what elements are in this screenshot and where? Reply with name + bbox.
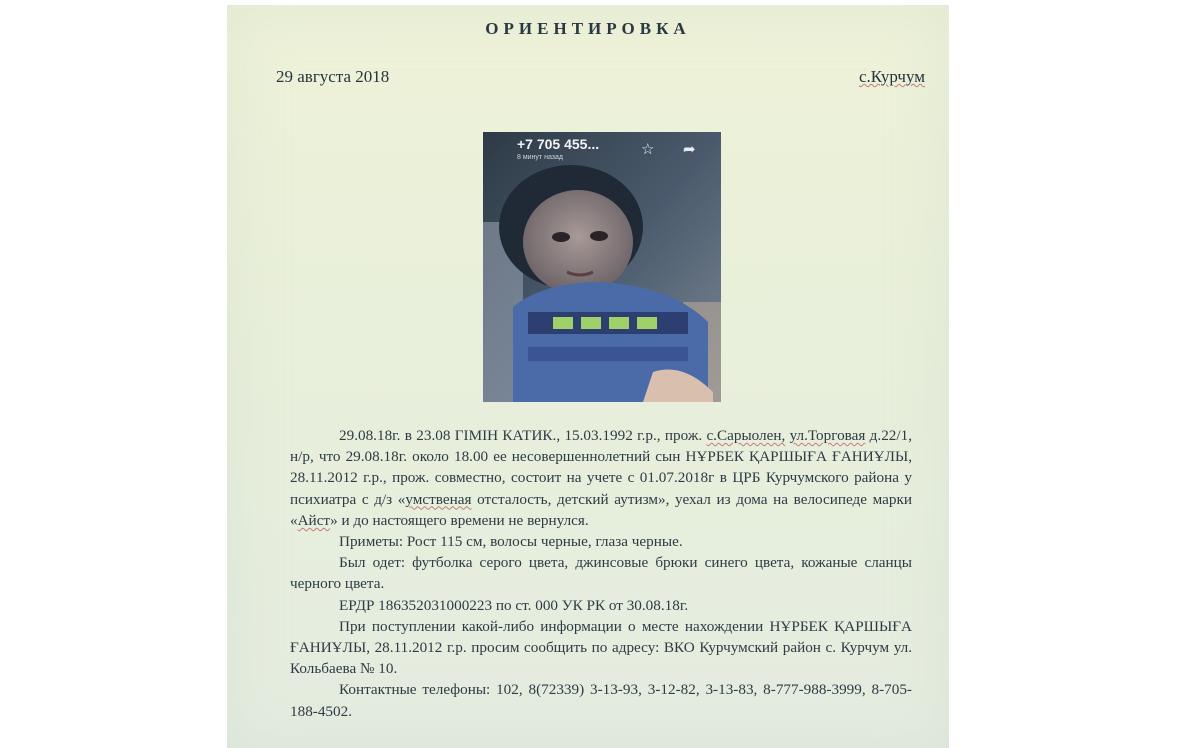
incident-paragraph [290,425,912,531]
photo-phone-number: +7 705 455... [517,136,600,152]
text-segment: » и до настоящего времени не вернулся. [330,511,589,529]
share-arrow-icon: ➦ [683,142,696,158]
case-number-paragraph: ЕРДР 186352031000223 по ст. 000 УК РК от 30.08.18г. [339,596,689,614]
text-segment: 29.08.18г. в 23.08 ГІМІН КАТИК., 15.03.1992 г.р., прож. [339,427,707,444]
clothing-paragraph: Был одет: футболка серого цвета, джинсовые брюки синего цвета, кожаные сланцы черного цвета. [290,554,912,593]
document-body [290,425,912,722]
document-place [859,67,925,87]
request-paragraph: При поступлении какой-либо информации о месте нахождении НҰРБЕК ҚАРШЫҒА ҒАНИҰЛЫ, 28.11.2012 г.р. просим сообщить по адресу: ВКО Курчумский район с. Курчум ул. Кольбаева № 10. [290,617,912,678]
document-date: 29 августа 2018 [276,67,390,86]
text-segment: ул.Торговая [789,427,866,444]
contacts-paragraph: Контактные телефоны: 102, 8(72339) 3-13-93, 3-12-82, 3-13-83, 8-777-988-3999, 8-705-188-4502. [290,681,912,720]
document-title: ОРИЕНТИРОВКА [485,19,691,38]
document-page [227,5,949,748]
photo-timestamp: 8 минут назад [517,154,563,161]
text-segment: д.22/1, н/р, что 29.08.18г. около 18.00 ее несовершеннолетний сын НҰРБЕК ҚАРШЫҒА ҒАНИҰЛЫ, 28.11.2012 г.р., прож. совместно, состоит на учете с 01.07.2018г в ЦРБ Курчумского района у психиатра с д/з « [290,427,913,508]
description-paragraph: Приметы: Рост 115 см, волосы черные, глаза черные. [339,533,683,551]
text-segment: с.Сарыолен, [706,427,786,444]
child-photo-image [483,132,721,402]
text-segment: умственая [405,490,472,508]
place-text: с.Курчум [858,67,925,86]
text-segment: Айст [297,511,331,529]
child-photo [483,132,721,402]
text-segment: отсталость, детский аутизм», уехал из дома на велосипеде марки « [290,490,912,529]
star-icon: ☆ [641,142,655,158]
